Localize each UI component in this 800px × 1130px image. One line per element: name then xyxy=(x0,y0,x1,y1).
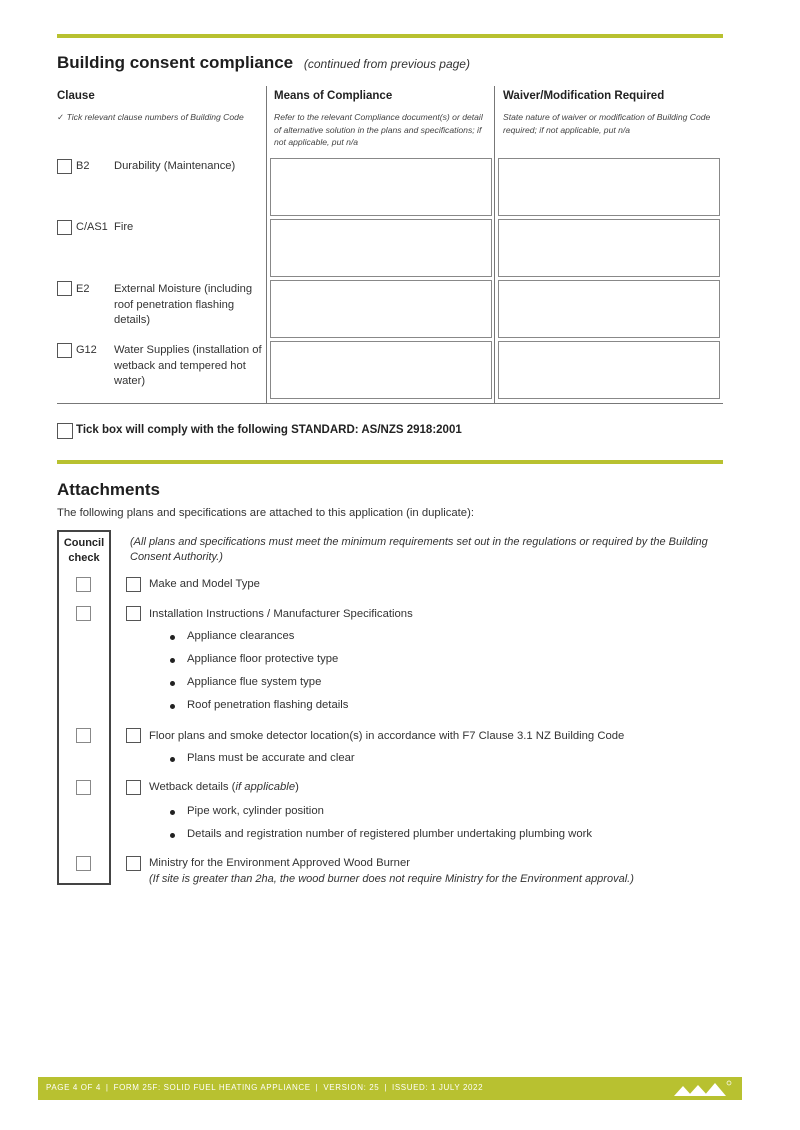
footer-separator: | xyxy=(105,1083,109,1092)
footer-separator: | xyxy=(315,1083,319,1092)
means-of-compliance-field[interactable] xyxy=(270,158,492,216)
attachment-checkbox-installation[interactable] xyxy=(126,606,141,621)
attachment-bullet: Pipe work, cylinder position xyxy=(187,805,324,817)
clause-checkbox-c-as1[interactable] xyxy=(57,220,72,235)
clause-description: Fire xyxy=(114,221,134,233)
footer-form: FORM 25F: SOLID FUEL HEATING APPLIANCE xyxy=(113,1083,311,1092)
clause-checkbox-g12[interactable] xyxy=(57,343,72,358)
means-of-compliance-field[interactable] xyxy=(270,280,492,338)
attachments-intro: The following plans and specifications are attached to this application (in duplicate): xyxy=(57,507,474,519)
clause-column-note: ✓ Tick relevant clause numbers of Building Code xyxy=(57,112,244,122)
clause-description: Water Supplies (installation of wetback and tempered hot water) xyxy=(114,344,262,387)
bullet-dot xyxy=(170,681,175,686)
clause-description: Durability (Maintenance) xyxy=(114,160,236,172)
bullet-dot xyxy=(170,810,175,815)
council-checkbox[interactable] xyxy=(76,606,91,621)
attachment-bullet: Roof penetration flashing details xyxy=(187,699,349,711)
waiver-column-header: Waiver/Modification Required xyxy=(503,90,665,102)
bullet-dot xyxy=(170,757,175,762)
clause-code: E2 xyxy=(76,283,90,295)
footer-page: PAGE 4 OF 4 xyxy=(46,1083,101,1092)
column-divider xyxy=(494,86,495,403)
attachments-title: Attachments xyxy=(57,480,160,499)
attachment-bullet: Plans must be accurate and clear xyxy=(187,752,355,764)
council-label-line: check xyxy=(68,552,100,564)
council-checkbox[interactable] xyxy=(76,577,91,592)
attachment-bullet: Appliance floor protective type xyxy=(187,653,339,665)
bullet-dot xyxy=(170,658,175,663)
attachment-checkbox-floor-plans[interactable] xyxy=(126,728,141,743)
waiver-field[interactable] xyxy=(498,219,720,277)
wetback-label-italic: if applicable xyxy=(235,781,296,793)
attachment-checkbox-wetback[interactable] xyxy=(126,780,141,795)
attachment-bullet: Appliance clearances xyxy=(187,630,295,642)
footer-version: VERSION: 25 xyxy=(323,1083,380,1092)
bullet-dot xyxy=(170,635,175,640)
council-check-label xyxy=(57,536,111,566)
attachment-bullet: Appliance flue system type xyxy=(187,676,322,688)
waiver-field[interactable] xyxy=(498,158,720,216)
attachment-bullet: Details and registration number of registered plumber undertaking plumbing work xyxy=(187,828,593,840)
attachment-item-subnote: (If site is greater than 2ha, the wood burner does not require Ministry for the Environment approval.) xyxy=(149,873,634,885)
footer-separator: | xyxy=(384,1083,387,1092)
attachment-item-label: Ministry for the Environment Approved Wood Burner xyxy=(149,857,410,869)
means-of-compliance-field[interactable] xyxy=(270,219,492,277)
attachment-item-label: Floor plans and smoke detector location(s) in accordance with F7 Clause 3.1 NZ Building Code xyxy=(149,730,625,742)
attachment-item-label: Installation Instructions / Manufacturer Specifications xyxy=(149,608,413,620)
continued-note: (continued from previous page) xyxy=(303,57,470,71)
mountains-logo-icon xyxy=(674,1080,732,1098)
wetback-label-end: ) xyxy=(295,781,299,793)
footer-text xyxy=(46,1083,483,1092)
footer-issued: ISSUED: 1 JULY 2022 xyxy=(392,1083,484,1092)
clause-checkbox-e2[interactable] xyxy=(57,281,72,296)
clause-description: External Moisture (including roof penetration flashing details) xyxy=(114,283,253,326)
attachment-checkbox-make-model[interactable] xyxy=(126,577,141,592)
top-divider xyxy=(57,34,723,38)
attachments-divider xyxy=(57,460,723,464)
means-column-header: Means of Compliance xyxy=(274,90,393,102)
table-bottom-line xyxy=(57,403,723,404)
wetback-label: Wetback details ( xyxy=(149,781,236,793)
attachments-note: (All plans and specifications must meet the minimum requirements set out in the regulations or required by the Building Consent Authority.) xyxy=(130,536,708,563)
means-of-compliance-field[interactable] xyxy=(270,341,492,399)
standard-label: Tick box will comply with the following STANDARD: AS/NZS 2918:2001 xyxy=(76,424,462,436)
compliance-title-text: Building consent compliance xyxy=(57,53,294,72)
attachment-checkbox-wood-burner[interactable] xyxy=(126,856,141,871)
council-checkbox[interactable] xyxy=(76,780,91,795)
council-label-line: Council xyxy=(63,537,105,549)
compliance-title xyxy=(57,53,470,73)
clause-code: G12 xyxy=(76,344,97,356)
attachment-item-label xyxy=(149,781,299,793)
means-column-note: Refer to the relevant Compliance document(s) or detail of alternative solution in the plans and specifications; if not applicable, put n/a xyxy=(274,112,483,147)
waiver-field[interactable] xyxy=(498,341,720,399)
clause-checkbox-b2[interactable] xyxy=(57,159,72,174)
waiver-column-note: State nature of waiver or modification of Building Code required; if not applicable, put n/a xyxy=(503,112,711,135)
bullet-dot xyxy=(170,704,175,709)
standard-checkbox[interactable] xyxy=(57,423,73,439)
clause-code: B2 xyxy=(76,160,90,172)
council-checkbox[interactable] xyxy=(76,728,91,743)
page-footer xyxy=(38,1077,742,1100)
attachment-item-label: Make and Model Type xyxy=(149,578,260,590)
column-divider xyxy=(266,86,267,403)
council-checkbox[interactable] xyxy=(76,856,91,871)
clause-column-header: Clause xyxy=(57,90,95,102)
clause-code: C/AS1 xyxy=(76,221,108,233)
waiver-field[interactable] xyxy=(498,280,720,338)
bullet-dot xyxy=(170,833,175,838)
